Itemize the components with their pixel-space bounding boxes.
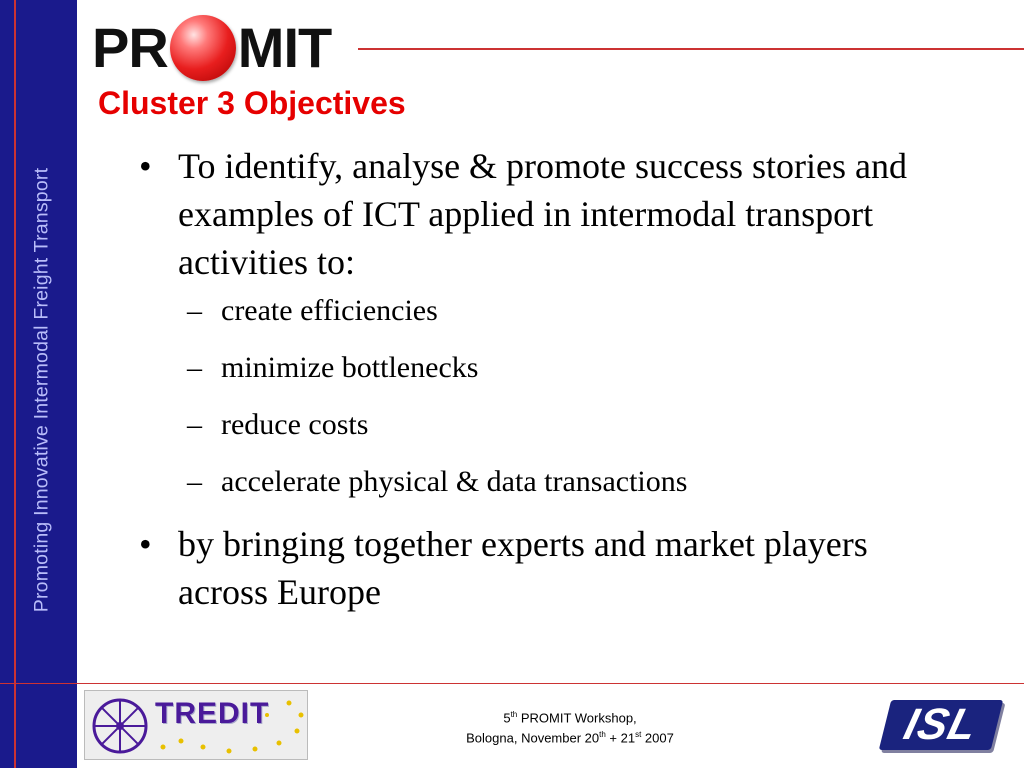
sub-bullet-item xyxy=(187,406,935,444)
sub-bullet-text: accelerate physical & data transactions xyxy=(221,465,688,498)
footer-rule xyxy=(0,683,1024,684)
caption-line-1 xyxy=(400,706,740,726)
sub-bullet-item xyxy=(187,292,935,330)
workshop-name: PROMIT Workshop, xyxy=(517,710,637,726)
bullet-text: by bringing together experts and market players across Europe xyxy=(178,524,868,612)
tredit-logo xyxy=(84,690,308,760)
wheel-icon xyxy=(91,697,149,755)
caption-date-suffix-2: st xyxy=(635,730,642,740)
slide-title: Cluster 3 Objectives xyxy=(98,85,406,121)
sidebar-red-line xyxy=(14,0,16,768)
bullet-marker: • xyxy=(139,524,152,564)
isl-wordmark: ISL xyxy=(899,700,983,749)
sub-bullet-marker: – xyxy=(187,294,202,327)
sub-bullet-item xyxy=(187,349,935,387)
logo-text-right: MIT xyxy=(237,16,332,79)
caption-line-2 xyxy=(400,726,740,746)
sub-bullet-list xyxy=(187,292,935,501)
caption-year: 2007 xyxy=(641,730,674,746)
sub-bullet-marker: – xyxy=(187,465,202,498)
header-rule xyxy=(358,48,1024,50)
logo-ball-icon xyxy=(170,15,236,81)
sidebar-band xyxy=(0,0,77,768)
sub-bullet-item xyxy=(187,463,935,501)
workshop-number-suffix: th xyxy=(510,710,518,719)
sub-bullet-text: create efficiencies xyxy=(221,294,438,327)
caption-date-start: Bologna, November 20 xyxy=(466,730,600,746)
bullet-text: To identify, analyse & promote success stories and examples of ICT applied in intermodal transport activities to: xyxy=(178,146,907,282)
workshop-caption xyxy=(400,706,740,747)
caption-date-suffix-1: th xyxy=(599,730,606,740)
bullet-item xyxy=(135,520,935,616)
sub-bullet-text: minimize bottlenecks xyxy=(221,351,479,384)
slide-body xyxy=(135,142,935,616)
workshop-number: 5 xyxy=(503,710,511,726)
tredit-wordmark: TREDIT xyxy=(155,697,270,730)
sub-bullet-marker: – xyxy=(187,351,202,384)
promit-logo xyxy=(92,16,331,80)
sub-bullet-marker: – xyxy=(187,408,202,441)
sub-bullet-text: reduce costs xyxy=(221,408,369,441)
caption-date-mid: + 21 xyxy=(605,730,636,746)
isl-logo xyxy=(879,700,1003,750)
sidebar-tagline: Promoting Innovative Intermodal Freight Transport xyxy=(30,167,53,613)
logo-text-left: PR xyxy=(92,16,168,79)
bullet-marker: • xyxy=(139,146,152,186)
bullet-item xyxy=(135,142,935,286)
